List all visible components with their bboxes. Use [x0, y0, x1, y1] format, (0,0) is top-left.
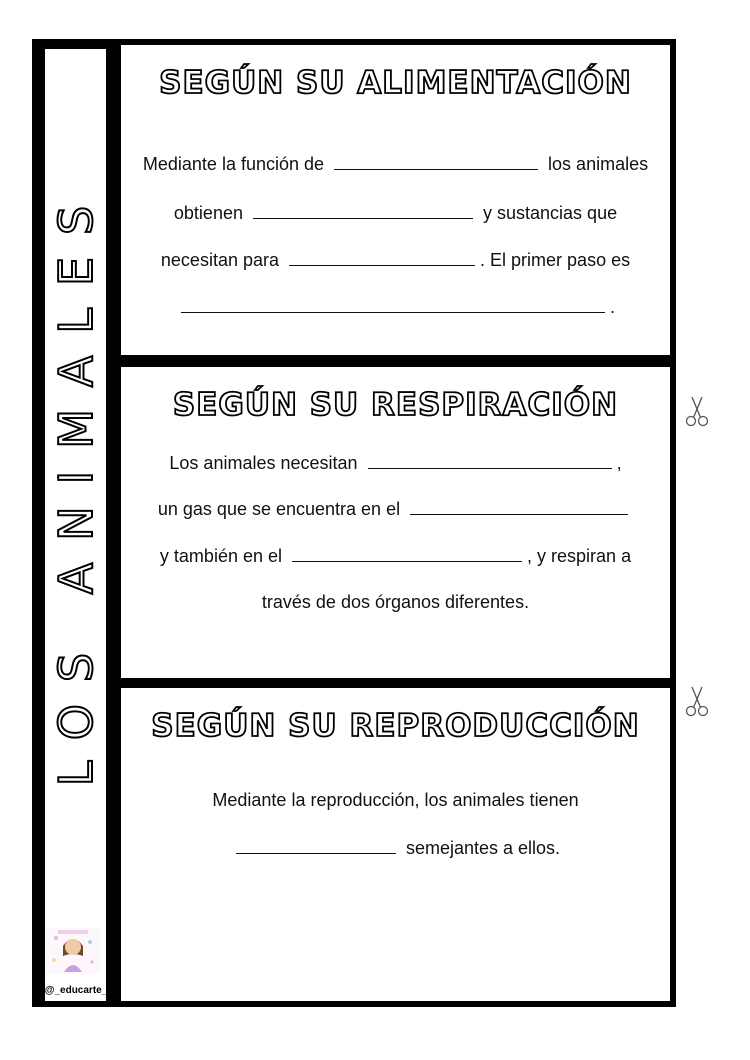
text-line [121, 153, 670, 175]
fill-blank[interactable] [292, 545, 522, 562]
fill-blank[interactable] [181, 296, 605, 313]
horizontal-divider [117, 355, 674, 367]
text-fragment: . [610, 297, 616, 317]
text-fragment: , [616, 453, 622, 473]
panel-heading: SEGÚN SU REPRODUCCIÓN [151, 708, 640, 744]
panel-respiracion [121, 367, 670, 678]
horizontal-divider [117, 678, 674, 688]
panel-alimentacion [121, 45, 670, 355]
fill-blank[interactable] [289, 249, 475, 266]
text-fragment: Mediante la reproducción, los animales tienen [212, 790, 579, 810]
text-fragment: un gas que se encuentra en el [157, 499, 401, 519]
text-fragment: y sustancias que [483, 203, 618, 223]
fill-blank[interactable] [410, 498, 628, 515]
text-line [121, 790, 670, 811]
text-fragment: , y respiran a [527, 546, 632, 566]
scissors-icon [684, 684, 710, 718]
logo-caption: @_educarte_ [44, 985, 108, 996]
text-fragment: . El primer paso es [480, 250, 631, 270]
text-line [121, 249, 670, 271]
text-line [121, 296, 670, 318]
text-line [121, 498, 670, 520]
text-line [121, 592, 670, 613]
text-fragment: través de dos órganos diferentes. [261, 592, 530, 612]
fill-blank[interactable] [253, 202, 473, 219]
avatar-logo [46, 928, 100, 974]
text-fragment: Mediante la función de [142, 154, 325, 174]
panel-heading: SEGÚN SU ALIMENTACIÓN [159, 65, 632, 101]
text-fragment: los animales [548, 154, 649, 174]
fill-blank[interactable] [334, 153, 538, 170]
panel-reproduccion [121, 688, 670, 1001]
text-line [121, 545, 670, 567]
vertical-divider [111, 45, 121, 1001]
text-fragment: y también en el [159, 546, 282, 566]
scissors-icon [684, 394, 710, 428]
text-fragment: semejantes a ellos. [405, 838, 561, 858]
text-fragment: necesitan para [160, 250, 279, 270]
text-fragment: obtienen [173, 203, 243, 223]
text-line [121, 202, 670, 224]
text-line [121, 452, 670, 474]
fill-blank[interactable] [236, 837, 396, 854]
text-line [121, 837, 670, 859]
fill-blank[interactable] [368, 452, 612, 469]
side-title: LOS ANIMALES [49, 183, 103, 787]
text-fragment: Los animales necesitan [169, 453, 358, 473]
panel-heading: SEGÚN SU RESPIRACIÓN [172, 387, 619, 423]
